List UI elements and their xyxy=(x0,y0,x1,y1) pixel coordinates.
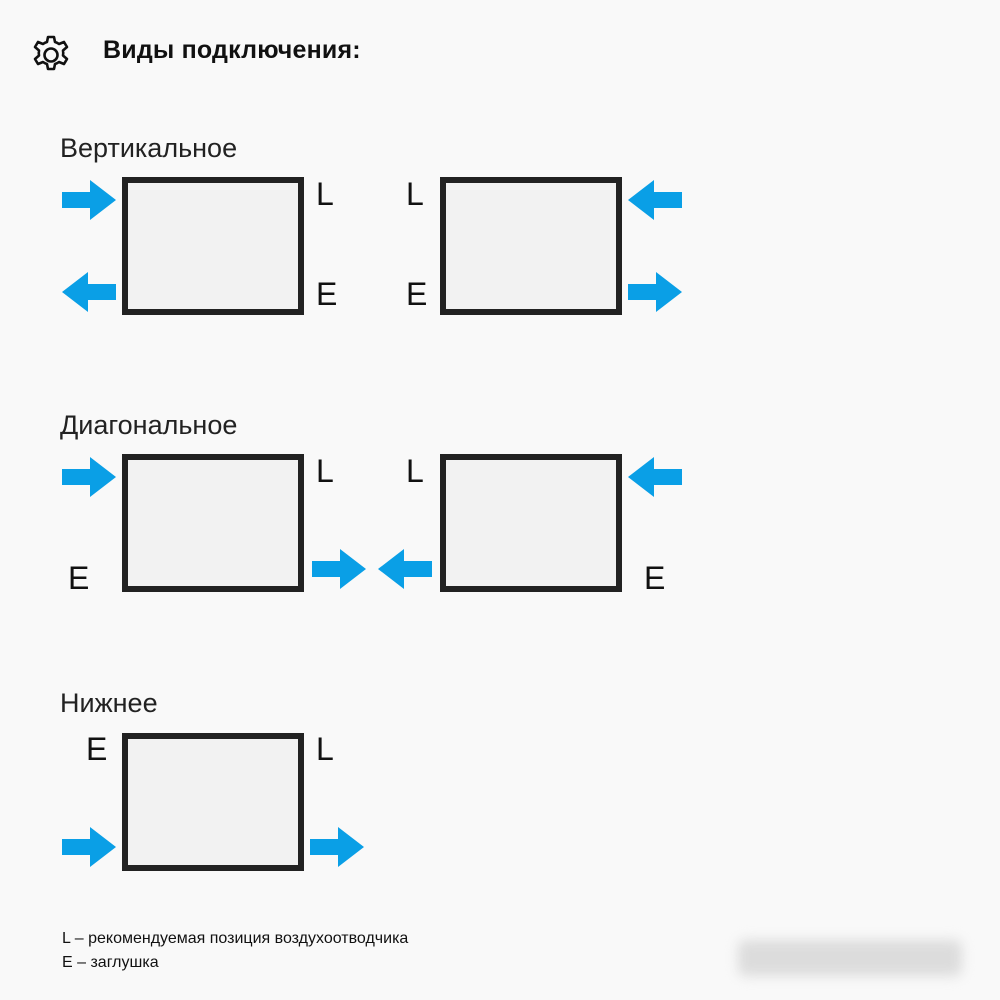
marker-l: L xyxy=(316,176,334,212)
section-label-bottom: Нижнее xyxy=(60,688,158,718)
arrow-left-icon xyxy=(628,180,682,220)
section-label-diagonal: Диагональное xyxy=(60,410,238,440)
marker-e: E xyxy=(68,560,90,596)
arrow-right-icon xyxy=(310,827,364,867)
page-title: Виды подключения: xyxy=(103,36,361,64)
marker-l: L xyxy=(406,176,424,212)
radiator-vertical-right xyxy=(440,177,622,315)
marker-e: E xyxy=(316,276,338,312)
arrow-left-icon xyxy=(378,549,432,589)
gear-icon xyxy=(30,34,72,76)
marker-e: E xyxy=(644,560,666,596)
marker-l: L xyxy=(316,731,334,767)
marker-e: E xyxy=(86,731,108,767)
arrow-right-icon xyxy=(628,272,682,312)
legend-line-l: L – рекомендуемая позиция воздухоотводчика xyxy=(62,930,409,947)
radiator-diagonal-left xyxy=(122,454,304,592)
arrow-left-icon xyxy=(628,457,682,497)
section-label-vertical: Вертикальное xyxy=(60,133,238,163)
marker-l: L xyxy=(406,453,424,489)
marker-l: L xyxy=(316,453,334,489)
marker-e: E xyxy=(406,276,428,312)
radiator-vertical-left xyxy=(122,177,304,315)
radiator-diagonal-right xyxy=(440,454,622,592)
arrow-right-icon xyxy=(62,180,116,220)
arrow-right-icon xyxy=(62,827,116,867)
radiator-bottom xyxy=(122,733,304,871)
arrow-left-icon xyxy=(62,272,116,312)
legend-line-e: E – заглушка xyxy=(62,954,159,971)
blurred-watermark xyxy=(738,940,962,976)
arrow-right-icon xyxy=(62,457,116,497)
arrow-right-icon xyxy=(312,549,366,589)
